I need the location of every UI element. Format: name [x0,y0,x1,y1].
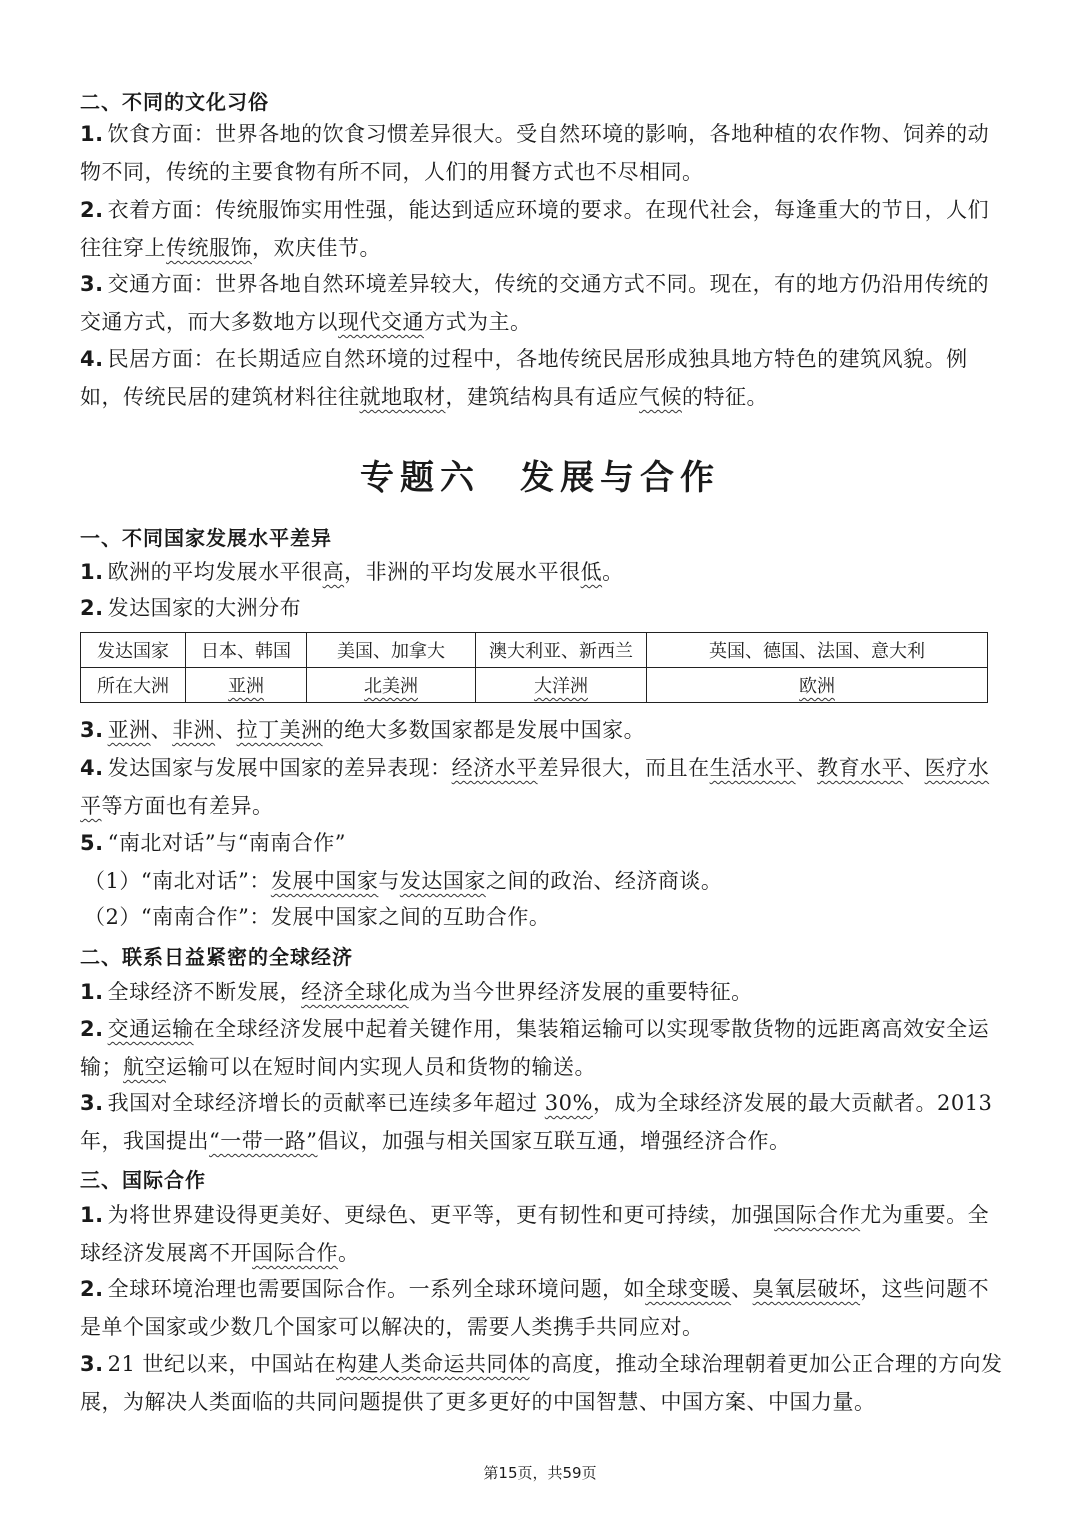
list-item: 1. 饮食方面：世界各地的饮食习惯差异很大。受自然环境的影响，各地种植的农作物、饲养的动物不同，传统的主要食物有所不同，人们的用餐方式也不尽相同。 [80,122,990,184]
list-item: 1. 欧洲的平均发展水平很高，非洲的平均发展水平很低。 [80,560,624,584]
list-item: 3. 我国对全球经济增长的贡献率已连续多年超过 30%，成为全球经济发展的最大贡献者。2013年，我国提出“一带一路”倡议，加强与相关国家互联互通，增强经济合作。 [80,1091,993,1153]
list-item: 3. 亚洲、非洲、拉丁美洲的绝大多数国家都是发展中国家。 [80,718,646,742]
table-cell: 日本、韩国 [186,633,307,668]
section-heading-economy: 二、联系日益紧密的全球经济 [80,945,353,969]
section-heading-culture: 二、不同的文化习俗 [80,90,269,114]
sub-item: （1）“南北对话”：发展中国家与发达国家之间的政治、经济商谈。 [84,869,723,893]
list-item: 2. 发达国家的大洲分布 [80,596,302,620]
table-cell: 发达国家 [81,633,186,668]
list-item: 5. “南北对话”与“南南合作” [80,831,347,855]
sub-item: （2）“南南合作”：发展中国家之间的互助合作。 [84,905,551,929]
table-cell: 亚洲 [186,668,307,703]
table-cell: 大洋洲 [476,668,647,703]
list-item: 4. 民居方面：在长期适应自然环境的过程中，各地传统民居形成独具地方特色的建筑风貌。例如，传统民居的建筑材料往往就地取材，建筑结构具有适应气候的特征。 [80,347,968,409]
list-item: 4. 发达国家与发展中国家的差异表现：经济水平差异很大，而且在生活水平、教育水平、医疗水平等方面也有差异。 [80,756,990,818]
table-row [81,668,988,703]
page-title: 专题六 发展与合作 [360,458,720,498]
table-cell: 欧洲 [647,668,988,703]
table-cell: 英国、德国、法国、意大利 [647,633,988,668]
developed-countries-table [80,632,988,703]
table-cell: 所在大洲 [81,668,186,703]
list-item: 3. 21 世纪以来，中国站在构建人类命运共同体的高度，推动全球治理朝着更加公正合理的方向发展，为解决人类面临的共同问题提供了更多更好的中国智慧、中国方案、中国力量。 [80,1352,1003,1414]
table-row [81,633,988,668]
table-cell: 澳大利亚、新西兰 [476,633,647,668]
list-item: 1. 全球经济不断发展，经济全球化成为当今世界经济发展的重要特征。 [80,980,753,1004]
list-item: 2. 全球环境治理也需要国际合作。一系列全球环境问题，如全球变暖、臭氧层破坏，这些问题不是单个国家或少数几个国家可以解决的，需要人类携手共同应对。 [80,1277,990,1339]
list-item: 1. 为将世界建设得更美好、更绿色、更平等，更有韧性和更可持续，加强国际合作尤为重要。全球经济发展离不开国际合作。 [80,1203,990,1265]
list-item: 2. 衣着方面：传统服饰实用性强，能达到适应环境的要求。在现代社会，每逢重大的节日，人们往往穿上传统服饰，欢庆佳节。 [80,198,990,260]
table-cell: 北美洲 [307,668,476,703]
section-heading-cooperation: 三、国际合作 [80,1168,206,1192]
table-cell: 美国、加拿大 [307,633,476,668]
list-item: 2. 交通运输在全球经济发展中起着关键作用，集装箱运输可以实现零散货物的远距离高效安全运输；航空运输可以在短时间内实现人员和货物的输送。 [80,1017,990,1079]
page-number: 第15页，共59页 [483,1464,597,1482]
section-heading-development: 一、不同国家发展水平差异 [80,526,332,550]
list-item: 3. 交通方面：世界各地自然环境差异较大，传统的交通方式不同。现在，有的地方仍沿用传统的交通方式，而大多数地方以现代交通方式为主。 [80,272,990,334]
